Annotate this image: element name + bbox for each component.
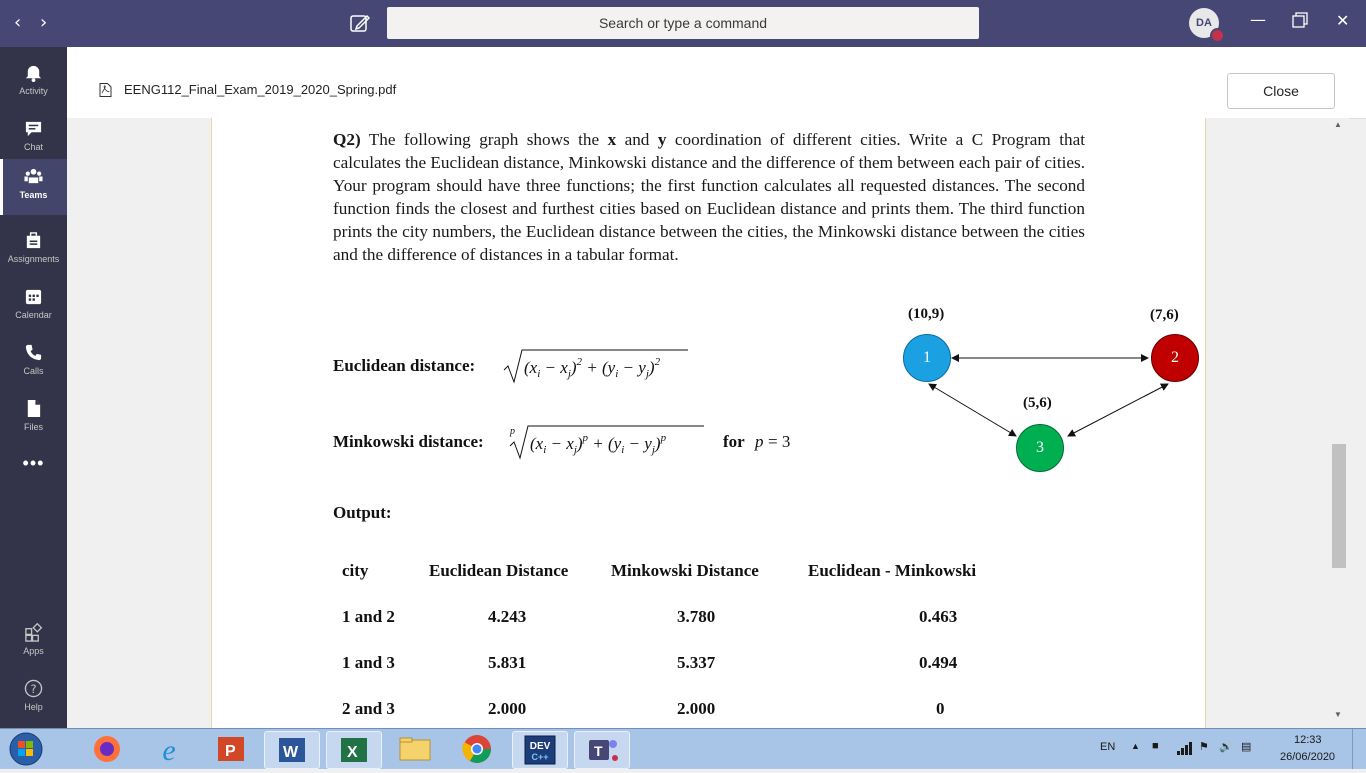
city-coord-2: (7,6) [1150,307,1179,323]
file-header [67,47,1366,119]
rail-item-label: Files [23,422,43,432]
edge-1-3 [929,384,1016,436]
edge-2-3 [1068,384,1168,436]
table-header: Minkowski Distance [611,561,759,580]
rail-item-files[interactable] [0,391,67,447]
flag-icon[interactable]: ⚑ [1199,741,1209,753]
svg-text:P: P [225,743,236,760]
table-header: Euclidean - Minkowski [808,561,977,580]
minimize-icon[interactable]: — [1250,10,1266,29]
title-bar [0,0,1366,47]
minkowski-label: Minkowski distance: [333,432,484,451]
rail-item-label: Chat [23,142,43,152]
table-cell: 2.000 [677,699,716,718]
taskbar-powerpoint[interactable] [204,731,258,767]
svg-text:(xi − xj)p + (yi − yj)p: $(x_i - x_j)^p + (y_i - y_j)^p$ [530,432,667,456]
question-y: y [657,130,667,149]
rail-item-teams[interactable] [0,159,67,215]
help-icon [24,679,43,698]
rail-item-assignments[interactable] [0,223,67,279]
city-node-2 [1151,334,1199,382]
pdf-file-icon [99,83,112,97]
search-input[interactable]: Search or type a command [387,7,979,39]
more-apps-button[interactable] [0,447,67,487]
close-window-icon[interactable]: ✕ [1336,11,1350,30]
output-label: Output: [333,503,392,522]
city-node-label: 1 [923,349,931,366]
calendar-icon [24,287,43,306]
taskbar-teams[interactable] [574,731,630,769]
rail-item-calls[interactable] [0,335,67,391]
city-coord-3: (5,6) [1023,395,1052,411]
taskbar [0,728,1366,769]
language-indicator[interactable]: EN [1100,741,1116,753]
chat-icon [24,119,43,138]
phone-icon [24,343,43,362]
start-button[interactable] [5,731,47,767]
signal-icon[interactable] [1177,741,1193,755]
presence-status-icon [1210,28,1225,43]
teams-tray-icon[interactable]: ■ [1152,740,1159,752]
excel-icon [327,732,381,768]
taskbar-firefox[interactable] [80,731,134,767]
table-header: Euclidean Distance [429,561,569,580]
scroll-thumb[interactable] [1332,444,1346,568]
devcpp-icon [513,732,567,768]
avatar[interactable]: DA [1189,8,1219,38]
restore-icon[interactable] [1292,12,1308,32]
table-cell: 0.494 [919,653,958,672]
rail-item-label: Help [24,702,43,712]
scrollbar[interactable] [1329,118,1349,728]
show-desktop-button[interactable] [1352,729,1366,769]
bell-icon [24,63,43,82]
file-explorer-icon [388,731,442,767]
scroll-up-icon[interactable]: ▲ [1334,120,1342,129]
clock-date[interactable]: 26/06/2020 [1280,751,1336,763]
svg-text:C++: C++ [531,752,549,762]
rail-item-label: Assignments [7,254,60,264]
compose-icon[interactable] [349,12,371,34]
volume-icon[interactable]: 🔊 [1219,741,1233,753]
svg-text:e: e [162,734,176,767]
table-cell: 3.780 [677,607,716,626]
powerpoint-icon [204,731,258,767]
rail-item-label: Apps [23,646,44,656]
pdf-viewer[interactable] [67,118,1329,728]
city-node-1 [903,334,951,382]
svg-text:p: p [510,426,515,437]
rail-item-activity[interactable] [0,55,67,111]
table-cell: 2 and 3 [342,699,395,718]
svg-text:X: X [347,744,358,761]
table-cell: 5.831 [488,653,527,672]
rail-item-apps[interactable] [0,615,67,671]
taskbar-devcpp[interactable] [512,731,568,769]
table-cell: 5.337 [677,653,716,672]
question-number: Q2) [333,130,361,149]
file-icon [24,399,43,418]
app-rail [0,47,67,728]
apps-icon [24,623,43,642]
question-x: x [607,130,617,149]
table-cell: 2.000 [488,699,527,718]
minkowski-p: p [755,432,764,451]
city-coord-1: (10,9) [908,306,945,322]
question-text-part: coordination of different cities. Write a C Program that calculates the Euclidean distance, Minkowski distance and the difference of them between each pair of cities. Your program should have three functions; the first function calculates all requested distances. The second function finds the closest and furthest cities based on Euclidean distance and prints them. The third function prints the city numbers, the Euclidean distance between the cities, the Minkowski distance between the cities and the difference of distances in a tabular format. [333,130,1085,264]
svg-text:(xi − xj)2 + (yi − yj)2: $(x_i - x_j)^2 + (y_i - y_j)^2$ [524,356,661,380]
teams-icon [575,732,629,768]
svg-text:?: ? [30,681,37,696]
question-text [333,128,1085,266]
back-icon[interactable]: ‹ [14,12,22,33]
taskbar-file-explorer[interactable] [388,731,442,767]
rail-item-help[interactable] [0,671,67,727]
scroll-down-icon[interactable]: ▼ [1334,710,1342,719]
clock-time[interactable]: 12:33 [1294,734,1322,746]
table-cell: 0 [936,699,945,718]
svg-text:DEV: DEV [529,741,551,752]
pdf-page [211,118,1206,728]
city-graph [852,306,1179,488]
chrome-icon [450,731,504,767]
assignments-icon [24,231,43,250]
taskbar-word[interactable] [264,731,320,769]
city-node-label: 2 [1171,349,1179,366]
firefox-icon [80,731,134,767]
rail-item-label: Calendar [15,310,52,320]
table-cell: 0.463 [919,607,958,626]
question-text-part: The following graph shows the [368,130,600,149]
minkowski-value: = 3 [768,432,791,451]
rail-item-label: Teams [19,190,48,200]
euclidean-label: Euclidean distance: [333,356,476,375]
svg-text:T: T [594,743,603,759]
show-hidden-icons[interactable]: ▲ [1131,741,1140,751]
rail-item-label: Calls [23,366,44,376]
teams-icon [24,167,43,186]
city-node-label: 3 [1036,439,1044,456]
rail-item-label: Activity [19,86,48,96]
taskbar-excel[interactable] [326,731,382,769]
internet-explorer-icon [142,731,196,767]
table-header: city [342,561,369,580]
file-name: EENG112_Final_Exam_2019_2020_Spring.pdf [124,82,397,97]
euclidean-formula [502,346,692,386]
city-node-3 [1016,424,1064,472]
taskbar-chrome[interactable] [450,731,504,767]
table-cell: 4.243 [488,607,527,626]
rail-item-calendar[interactable] [0,279,67,335]
word-icon [265,732,319,768]
close-button[interactable]: Close [1227,73,1335,109]
minkowski-for: for [723,432,745,451]
taskbar-internet-explorer[interactable] [142,731,196,767]
table-cell: 1 and 3 [342,653,395,672]
question-text-part: and [624,130,650,149]
table-cell: 1 and 2 [342,607,395,626]
minkowski-formula [508,420,708,462]
graph-edges [852,308,1172,488]
more-icon: ••• [22,453,45,473]
svg-text:W: W [283,744,299,761]
forward-icon[interactable]: › [40,12,48,33]
network-icon[interactable]: ▤ [1241,741,1252,753]
